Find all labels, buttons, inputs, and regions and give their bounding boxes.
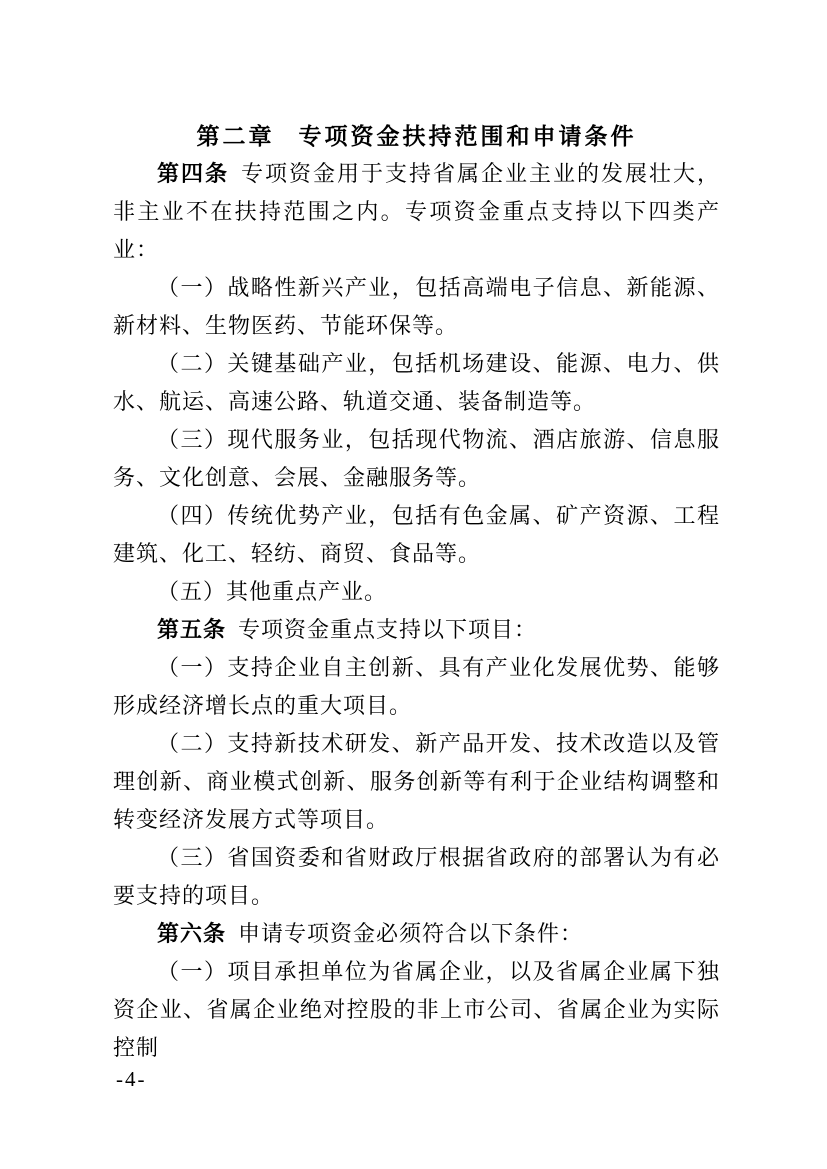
paragraph-item-1 — [113, 269, 720, 345]
paragraph-text: （三）省国资委和省财政厅根据省政府的部署认为有必要支持的项目。 — [113, 845, 720, 908]
chapter-title-text: 专项资金扶持范围和申请条件 — [298, 123, 637, 149]
paragraph-text: （二）关键基础产业，包括机场建设、能源、电力、供水、航运、高速公路、轨道交通、装备制造等。 — [113, 351, 720, 414]
paragraph-item-3b — [113, 839, 720, 915]
paragraph-text: 申请专项资金必须符合以下条件： — [238, 921, 584, 946]
paragraph-item-4 — [113, 497, 720, 573]
paragraph-item-2 — [113, 345, 720, 421]
paragraph-article-4 — [113, 155, 720, 269]
paragraph-article-5 — [113, 611, 720, 649]
chapter-number: 第二章 — [196, 123, 275, 149]
paragraph-text: （一）项目承担单位为省属企业，以及省属企业属下独资企业、省属企业绝对控股的非上市公司、省属企业为实际控制 — [113, 959, 720, 1060]
chapter-heading — [113, 117, 720, 155]
page-number: -4- — [116, 1067, 147, 1091]
paragraph-item-5 — [113, 573, 720, 611]
article-4-label: 第四条 — [157, 161, 229, 186]
paragraph-item-1c — [113, 953, 720, 1067]
paragraph-text: （一）支持企业自主创新、具有产业化发展优势、能够形成经济增长点的重大项目。 — [113, 655, 720, 718]
paragraph-text: （五）其他重点产业。 — [157, 579, 388, 604]
paragraph-text: （四）传统优势产业，包括有色金属、矿产资源、工程建筑、化工、轻纺、商贸、食品等。 — [113, 503, 720, 566]
paragraph-text: 专项资金用于支持省属企业主业的发展壮大，非主业不在扶持范围之内。专项资金重点支持以下四类产业： — [113, 161, 720, 262]
article-5-label: 第五条 — [157, 617, 227, 642]
paragraph-item-2b — [113, 725, 720, 839]
paragraph-article-6 — [113, 915, 720, 953]
paragraph-item-3 — [113, 421, 720, 497]
paragraph-text: （一）战略性新兴产业，包括高端电子信息、新能源、新材料、生物医药、节能环保等。 — [113, 275, 720, 338]
paragraph-text: 专项资金重点支持以下项目： — [238, 617, 538, 642]
paragraph-text: （二）支持新技术研发、新产品开发、技术改造以及管理创新、商业模式创新、服务创新等有利于企业结构调整和转变经济发展方式等项目。 — [113, 731, 720, 832]
article-6-label: 第六条 — [157, 921, 227, 946]
paragraph-text: （三）现代服务业，包括现代物流、酒店旅游、信息服务、文化创意、会展、金融服务等。 — [113, 427, 720, 490]
paragraph-item-1b — [113, 649, 720, 725]
